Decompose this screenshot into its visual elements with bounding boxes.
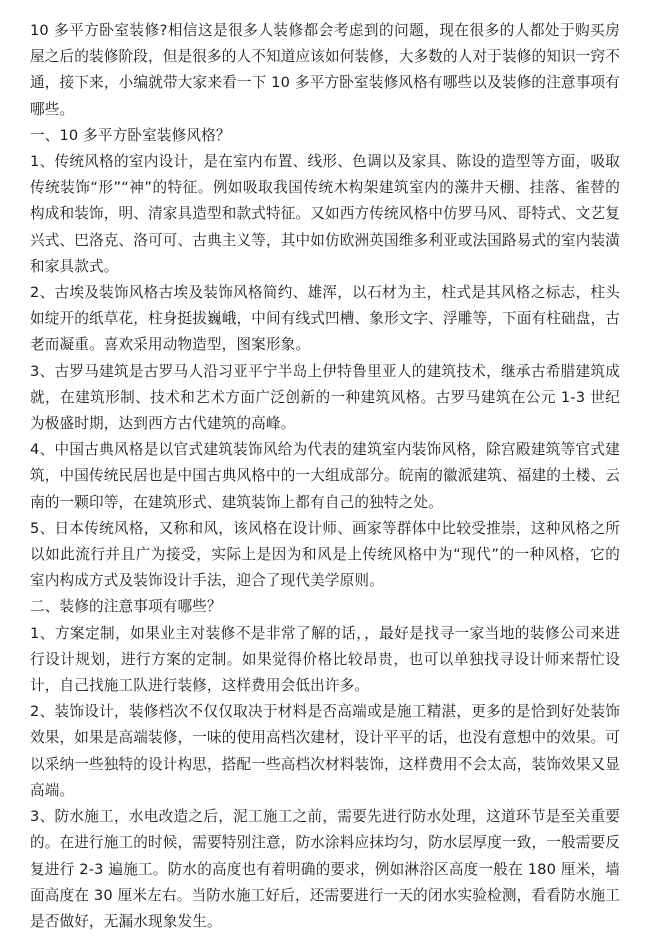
section-1-item-3: 3、古罗马建筑是古罗马人沿习亚平宁半岛上伊特鲁里亚人的建筑技术，继承古希腊建筑成就，在建筑形制、技术和艺术方面广泛创新的一种建筑风格。古罗马建筑在公元 1-3 世纪为极盛时期，达到西方古代建筑的高峰。 <box>30 362 620 433</box>
section-1-item-2: 2、古埃及装饰风格古埃及装饰风格简约、雄浑，以石材为主，柱式是其风格之标志，柱头如绽开的纸草花，柱身挺拔巍峨，中间有线式凹槽、象形文字、浮雕等，下面有柱础盘，古老而凝重。喜欢采用动物造型，图案形象。 <box>30 284 620 354</box>
section-1-heading: 一、10 多平方卧室装修风格？ <box>30 126 231 144</box>
section-2-item-3: 3、防水施工，水电改造之后，泥工施工之前，需要先进行防水处理，这道环节是至关重要的。在进行施工的时候，需要特别注意，防水涂料应抹均匀，防水层厚度一致，一般需要反复进行 2-3 遍施工。防水的高度也有着明确的要求，例如淋浴区高度一般在 180 厘米，墙面高度在 30 厘米左右。当防水施工好后，还需要进行一天的闭水实验检测，看看防水施工是否做好，无漏水现象发生。 <box>30 808 620 930</box>
section-2-item-2: 2、装饰设计，装修档次不仅仅取决于材料是否高端或是施工精湛，更多的是恰到好处装饰效果，如果是高端装修，一味的使用高档次建材，设计平平的话，也没有意想中的效果。可以采纳一些独特的设计构思，搭配一些高档次材料装饰，这样费用不会太高，装饰效果又显高端。 <box>30 703 620 799</box>
section-1-item-5: 5、日本传统风格，又称和风，该风格在设计师、画家等群体中比较受推崇，这种风格之所以如此流行并且广为接受，实际上是因为和风是上传统风格中为“现代”的一种风格，它的室内构成方式及装饰设计手法，迎合了现代美学原则。 <box>30 519 620 590</box>
section-1-item-1: 1、传统风格的室内设计，是在室内布置、线形、色调以及家具、陈设的造型等方面，吸取传统装饰“形”“神”的特征。例如吸取我国传统木构架建筑室内的藻井天棚、挂落、雀替的构成和装饰，明、清家具造型和款式特征。又如西方传统风格中仿罗马风、哥特式、文艺复兴式、巴洛克、洛可可、古典主义等，其中如仿欧洲英国维多利亚或法国路易式的室内装潢和家具款式。 <box>30 153 620 275</box>
section-1-item-4: 4、中国古典风格是以官式建筑装饰风给为代表的建筑室内装饰风格，除宫殿建筑等官式建筑，中国传统民居也是中国古典风格中的一大组成部分。皖南的徽派建筑、福建的土楼、云南的一颗印等，在建筑形式、建筑装饰上都有自己的独特之处。 <box>30 441 620 511</box>
section-2-item-1: 1、方案定制，如果业主对装修不是非常了解的话，，最好是找寻一家当地的装修公司来进行设计规划，进行方案的定制。如果觉得价格比较昂贵，也可以单独找寻设计师来帮忙设计，自己找施工队进行装修，这样费用会低出许多。 <box>30 624 620 695</box>
intro-paragraph: 10 多平方卧室装修?相信这是很多人装修都会考虑到的问题，现在很多的人都处于购买房屋之后的装修阶段，但是很多的人不知道应该如何装修，大多数的人对于装修的知识一窍不通，接下来，小编就带大家来看一下 10 多平方卧室装修风格有哪些以及装修的注意事项有哪些。 <box>30 22 620 118</box>
section-2-heading: 二、装修的注意事项有哪些？ <box>30 598 222 616</box>
